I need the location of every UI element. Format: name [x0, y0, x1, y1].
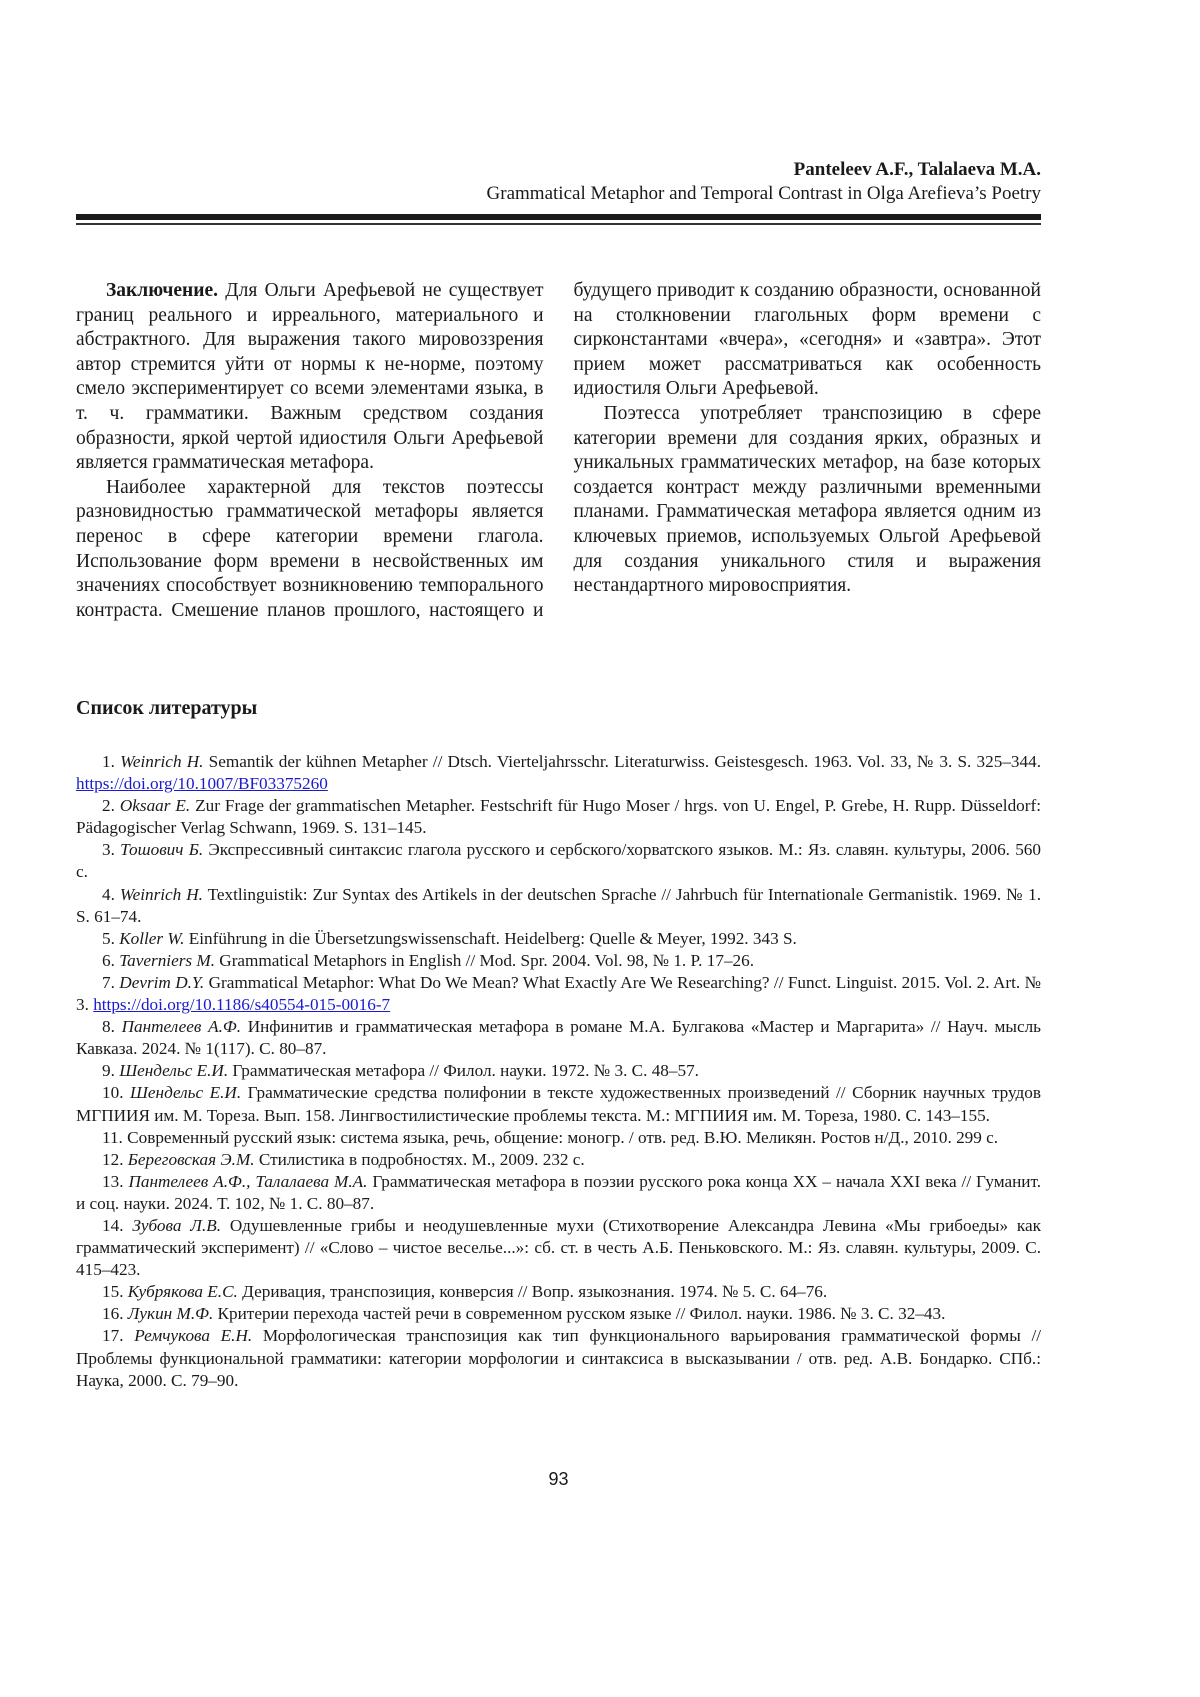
- reference-author: Devrim D.Y.: [119, 973, 204, 992]
- reference-author: Шендельс Е.И.: [130, 1083, 241, 1102]
- reference-text: Zur Frage der grammatischen Metapher. Festschrift für Hugo Moser / hrgs. von U. Engel, P. Grebe, H. Rupp. Düsseldorf: Pädagogischer Verlag Schwann, 1969. S. 131–145.: [76, 796, 1041, 837]
- reference-author: Пантелеев А.Ф.: [122, 1017, 241, 1036]
- reference-number: 4.: [102, 885, 120, 904]
- reference-number: 1.: [102, 752, 120, 771]
- reference-author: Береговская Э.М.: [128, 1150, 255, 1169]
- reference-item: [76, 972, 1041, 1016]
- reference-number: 7.: [102, 973, 119, 992]
- reference-item: [76, 1303, 1041, 1325]
- reference-text: Grammatical Metaphors in English // Mod. Spr. 2004. Vol. 98, № 1. P. 17–26.: [215, 951, 754, 970]
- page-number: 93: [76, 1469, 1041, 1490]
- reference-author: Лукин М.Ф.: [128, 1304, 213, 1323]
- reference-number: 8.: [102, 1017, 122, 1036]
- reference-text: Морфологическая транспозиция как тип функционального варьирования грамматической формы // Проблемы функциональной грамматики: категории морфологии и синтаксиса в высказывании / отв. ред. А.В. Бондарко. СПб.: Наука, 2000. С. 79–90.: [76, 1326, 1041, 1389]
- conclusion-paragraph: [76, 279, 544, 476]
- reference-item: [76, 751, 1041, 795]
- doi-link[interactable]: https://doi.org/10.1186/s40554-015-0016-7: [93, 995, 390, 1014]
- reference-number: 17.: [102, 1326, 134, 1345]
- reference-item: [76, 839, 1041, 883]
- reference-text: Одушевленные грибы и неодушевленные мухи (Стихотворение Александра Левина «Мы грибоеды» как грамматический эксперимент) // «Слово – чистое веселье...»: сб. ст. в честь А.Б. Пеньковского. М.: Яз. славян. культуры, 2009. С. 415–423.: [76, 1216, 1041, 1279]
- reference-text: Экспрессивный синтаксис глагола русского и сербского/хорватского языков. М.: Яз. славян. культуры, 2006. 560 с.: [76, 840, 1041, 881]
- conclusion-paragraph: Наиболее характерной для текстов поэтессы разновидностью грамматической метафоры является перенос в сфере категории времени глагола. Использование форм времени в несвойственных им значениях способствует возникновению темпорального контраста. Смешение планов прошлого, настоящего и будущего приводит к созданию образности, основанной на столкновении глагольных форм времени с сирконстантами «вчера», «сегодня» и «завтра». Этот прием может рассматриваться как особенность идиостиля Ольги Арефьевой.: [76, 279, 1041, 623]
- paragraph-text: Для Ольги Арефьевой не существует границ реального и ирреального, материального и абстрактного. Для выражения такого мировоззрения автор стремится уйти от нормы к не-норме, поэтому смело экспериментирует со всеми элементами языка, в т. ч. грамматики. Важным средством создания образности, яркой чертой идиостиля Ольги Арефьевой является грамматическая метафора.: [76, 280, 544, 473]
- reference-text: Grammatical Metaphor: What Do We Mean? What Exactly Are We Researching? // Funct. Linguist. 2015. Vol. 2. Art. № 3.: [76, 973, 1041, 1014]
- reference-number: 6.: [102, 951, 119, 970]
- doi-link[interactable]: https://doi.org/10.1007/BF03375260: [76, 774, 328, 793]
- reference-text: Einführung in die Übersetzungswissenschaft. Heidelberg: Quelle & Meyer, 1992. 343 S.: [184, 929, 796, 948]
- reference-number: 13.: [102, 1172, 128, 1191]
- reference-item: [76, 1215, 1041, 1281]
- conclusion-paragraph: Поэтесса употребляет транспозицию в сфере категории времени для создания ярких, образных и уникальных грамматических метафор, на базе которых создается контраст между различными временными планами. Грамматическая метафора является одним из ключевых приемов, используемых Ольгой Арефьевой для создания уникального стиля и выражения нестандартного мировосприятия.: [574, 402, 1042, 599]
- reference-number: 5.: [102, 929, 119, 948]
- conclusion-section: [76, 279, 1041, 623]
- reference-text: Грамматическая метафора // Филол. науки. 1972. № 3. С. 48–57.: [228, 1061, 699, 1080]
- reference-item: [76, 1127, 1041, 1149]
- reference-number: 9.: [102, 1061, 119, 1080]
- reference-item: [76, 1171, 1041, 1215]
- reference-text: Textlinguistik: Zur Syntax des Artikels in der deutschen Sprache // Jahrbuch für Internationale Germanistik. 1969. № 1. S. 61–74.: [76, 885, 1041, 926]
- reference-number: 12.: [102, 1150, 128, 1169]
- reference-author: Кубрякова Е.С.: [128, 1282, 238, 1301]
- reference-author: Тошович Б.: [120, 840, 203, 859]
- reference-author: Koller W.: [119, 929, 184, 948]
- reference-text: Semantik der kühnen Metapher // Dtsch. Vierteljahrsschr. Literaturwiss. Geistesgesch. 1963. Vol. 33, № 3. S. 325–344.: [203, 752, 1041, 771]
- reference-number: 14.: [102, 1216, 132, 1235]
- reference-text: Деривация, транспозиция, конверсия // Вопр. языкознания. 1974. № 5. С. 64–76.: [238, 1282, 827, 1301]
- reference-item: [76, 1325, 1041, 1391]
- reference-text: Грамматическая метафора в поэзии русского рока конца XX – начала XXI века // Гуманит. и соц. науки. 2024. Т. 102, № 1. С. 80–87.: [76, 1172, 1041, 1213]
- reference-item: [76, 928, 1041, 950]
- reference-number: 2.: [102, 796, 120, 815]
- reference-item: [76, 1082, 1041, 1126]
- reference-author: Ремчукова Е.Н.: [134, 1326, 252, 1345]
- reference-text: Современный русский язык: система языка, речь, общение: моногр. / отв. ред. В.Ю. Меликян. Ростов н/Д., 2010. 299 с.: [127, 1128, 998, 1147]
- conclusion-lead: Заключение.: [106, 280, 218, 301]
- reference-item: [76, 950, 1041, 972]
- reference-author: Oksaar E.: [120, 796, 190, 815]
- reference-text: Стилистика в подробностях. М., 2009. 232 с.: [255, 1150, 585, 1169]
- reference-item: [76, 1281, 1041, 1303]
- header-rule-thin: [76, 223, 1041, 225]
- reference-number: 3.: [102, 840, 120, 859]
- header-authors: Panteleev A.F., Talalaeva M.A.: [76, 158, 1041, 182]
- reference-author: Weinrich H.: [120, 885, 203, 904]
- reference-author: Пантелеев А.Ф., Талалаева М.А.: [128, 1172, 367, 1191]
- reference-text: Критерии перехода частей речи в современном русском языке // Филол. науки. 1986. № 3. С. 32–43.: [213, 1304, 945, 1323]
- reference-text: Инфинитив и грамматическая метафора в романе М.А. Булгакова «Мастер и Маргарита» // Науч. мысль Кавказа. 2024. № 1(117). С. 80–87.: [76, 1017, 1041, 1058]
- references-list: [76, 751, 1041, 1392]
- reference-item: [76, 1060, 1041, 1082]
- reference-author: Шендельс Е.И.: [119, 1061, 228, 1080]
- reference-item: [76, 884, 1041, 928]
- reference-number: 10.: [102, 1083, 130, 1102]
- reference-item: [76, 795, 1041, 839]
- reference-author: Weinrich H.: [120, 752, 203, 771]
- reference-number: 16.: [102, 1304, 128, 1323]
- reference-text: Грамматические средства полифонии в тексте художественных произведений // Сборник научных трудов МГПИИЯ им. М. Тореза. Вып. 158. Лингвостилистические проблемы текста. М.: МГПИИЯ им. М. Тореза, 1980. С. 143–155.: [76, 1083, 1041, 1124]
- reference-number: 11.: [102, 1128, 127, 1147]
- reference-item: [76, 1149, 1041, 1171]
- reference-author: Taverniers M.: [119, 951, 215, 970]
- header-article-title: Grammatical Metaphor and Temporal Contrast in Olga Arefieva’s Poetry: [76, 182, 1041, 206]
- reference-number: 15.: [102, 1282, 128, 1301]
- header-rule-thick: [76, 214, 1041, 220]
- reference-author: Зубова Л.В.: [132, 1216, 221, 1235]
- running-header: [76, 158, 1041, 206]
- references-heading: Список литературы: [76, 697, 257, 720]
- reference-item: [76, 1016, 1041, 1060]
